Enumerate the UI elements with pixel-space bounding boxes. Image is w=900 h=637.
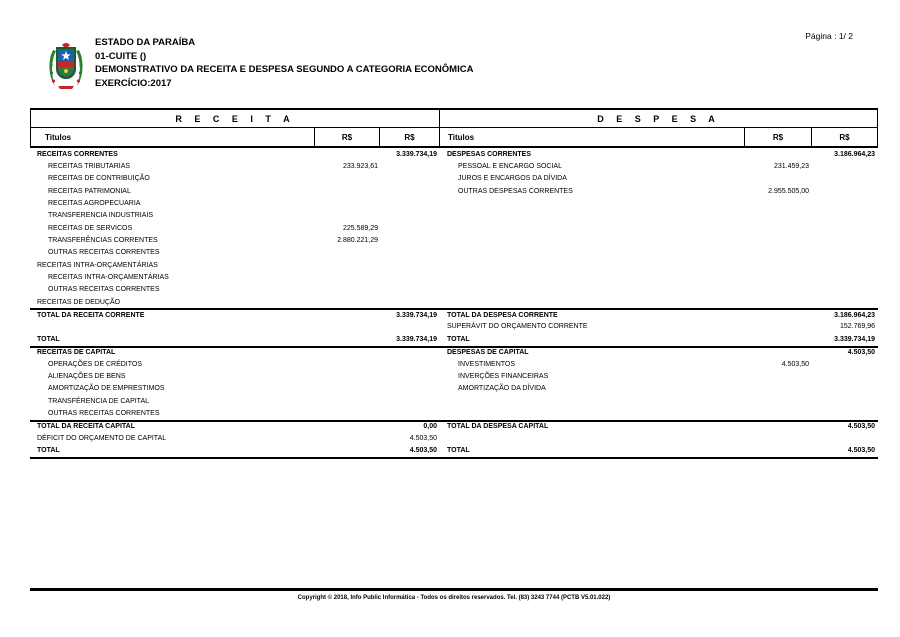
paraiba-coat-of-arms-logo — [46, 41, 86, 90]
receita-amount-col1-cell: 233.923,61 — [342, 163, 378, 171]
receita-title-cell: RECEITAS DE CONTRIBUIÇÃO — [48, 175, 150, 183]
receita-title-cell: RECEITAS DE SERVICOS — [48, 224, 133, 232]
table-row — [30, 432, 878, 444]
receita-title-cell: RECEITAS INTRA-ORÇAMENTÁRIAS — [37, 261, 158, 269]
table-row — [30, 173, 878, 185]
despesa-title-cell: PESSOAL E ENCARGO SOCIAL — [458, 163, 562, 171]
table-row — [30, 308, 878, 320]
report-header — [95, 36, 473, 90]
receita-amount-col2-cell: 4.503,50 — [409, 446, 437, 454]
receita-title-cell: RECEITAS INTRA-ORÇAMENTÁRIAS — [48, 274, 169, 282]
table-row — [30, 210, 878, 222]
despesa-section-header: D E S P E S A — [440, 110, 878, 127]
receita-title-cell: OUTRAS RECEITAS CORRENTES — [48, 409, 160, 417]
table-row — [30, 247, 878, 259]
despesa-amount-col2-cell: 3.339.734,19 — [834, 335, 875, 343]
despesa-titles-column-header: Titulos — [440, 128, 745, 146]
despesa-title-cell: INVESTIMENTOS — [458, 360, 516, 368]
receita-amount-col2-cell: 3.339.734,19 — [396, 150, 437, 158]
receita-title-cell: TOTAL — [37, 335, 60, 343]
table-row — [30, 259, 878, 271]
despesa-title-cell: DESPESAS DE CAPITAL — [447, 349, 529, 357]
receita-amount-col2-cell: 3.339.734,19 — [396, 335, 437, 343]
receita-title-cell: TRANSFÉRENCIA DE CAPITAL — [48, 397, 150, 405]
despesa-amount-col1-cell: 4.503,50 — [781, 360, 809, 368]
receita-title-cell: TOTAL DA RECEITA CAPITAL — [37, 423, 135, 431]
receita-currency2-column-header: R$ — [380, 128, 440, 146]
despesa-amount-col2-cell: 4.503,50 — [847, 446, 875, 454]
despesa-title-cell: TOTAL DA DESPESA CAPITAL — [447, 423, 549, 431]
receita-amount-col1-cell: 2.880.221,29 — [337, 237, 378, 245]
receita-title-cell: OUTRAS RECEITAS CORRENTES — [48, 286, 160, 294]
despesa-title-cell: JUROS E ENCARGOS DA DÍVIDA — [458, 175, 567, 183]
despesa-amount-col2-cell: 4.503,50 — [847, 423, 875, 431]
receita-currency1-column-header: R$ — [315, 128, 380, 146]
despesa-title-cell: INVERÇÕES FINANCEIRAS — [458, 372, 549, 380]
receita-title-cell: RECEITAS CORRENTES — [37, 150, 118, 158]
table-row — [30, 444, 878, 456]
table-row — [30, 420, 878, 432]
table-bottom-rule — [30, 457, 878, 459]
receita-title-cell: OUTRAS RECEITAS CORRENTES — [48, 249, 160, 257]
despesa-title-cell: SUPERÁVIT DO ORÇAMENTO CORRENTE — [447, 323, 588, 331]
receita-title-cell: RECEITAS DE DEDUÇÃO — [37, 298, 121, 306]
table-row — [30, 160, 878, 172]
receita-amount-col2-cell: 0,00 — [423, 423, 437, 431]
receita-title-cell: RECEITAS DE CAPITAL — [37, 349, 116, 357]
table-section-header-row — [30, 108, 878, 128]
receita-title-cell: TOTAL DA RECEITA CORRENTE — [37, 312, 145, 320]
receita-title-cell: DÉFICIT DO ORÇAMENTO DE CAPITAL — [37, 434, 167, 442]
receita-section-header: R E C E I T A — [30, 110, 440, 127]
report-title: DEMONSTRATIVO DA RECEITA E DESPESA SEGUNDO A CATEGORIA ECONÔMICA — [95, 64, 474, 75]
table-row — [30, 346, 878, 358]
page-number: Página : 1/ 2 — [805, 31, 853, 41]
despesa-title-cell: DESPESAS CORRENTES — [447, 150, 532, 158]
despesa-currency2-column-header: R$ — [812, 128, 878, 146]
receita-title-cell: AMORTIZAÇÃO DE EMPRESTIMOS — [48, 385, 165, 393]
table-row — [30, 296, 878, 308]
table-row — [30, 321, 878, 333]
despesa-title-cell: AMORTIZAÇÃO DA DÍVIDA — [458, 385, 546, 393]
despesa-amount-col2-cell: 152.769,96 — [839, 323, 875, 331]
despesa-title-cell: TOTAL — [447, 335, 470, 343]
table-row — [30, 148, 878, 160]
table-row — [30, 234, 878, 246]
table-row — [30, 222, 878, 234]
table-row — [30, 284, 878, 296]
despesa-amount-col1-cell: 231.459,23 — [773, 163, 809, 171]
despesa-title-cell: OUTRAS DESPESAS CORRENTES — [458, 187, 573, 195]
table-row — [30, 197, 878, 209]
receita-amount-col2-cell: 4.503,50 — [409, 434, 437, 442]
despesa-currency1-column-header: R$ — [745, 128, 812, 146]
footer-copyright: Copyright © 2018, Info Public Informática - Todos os direitos reservados. Tel. (83) 3243 7744 (PCTB V5.01.022) — [297, 595, 611, 601]
table-row — [30, 395, 878, 407]
receita-title-cell: TRANSFERENCIA INDUSTRIAIS — [48, 212, 154, 220]
footer-divider — [30, 588, 878, 591]
entity-name: 01-CUITE () — [95, 50, 147, 62]
receita-title-cell: ALIENAÇÕES DE BENS — [48, 372, 126, 380]
receita-title-cell: RECEITAS TRIBUTARIAS — [48, 163, 131, 171]
despesa-amount-col2-cell: 3.186.964,23 — [834, 150, 875, 158]
receita-title-cell: RECEITAS PATRIMONIAL — [48, 187, 131, 195]
despesa-title-cell: TOTAL — [447, 446, 470, 454]
table-row — [30, 407, 878, 419]
table-body — [30, 148, 878, 457]
receita-amount-col2-cell: 3.339.734,19 — [396, 312, 437, 320]
exercise-year: EXERCÍCIO:2017 — [95, 77, 172, 89]
receita-amount-col1-cell: 225.589,29 — [342, 224, 378, 232]
receita-title-cell: TRANSFERÊNCIAS CORRENTES — [48, 237, 158, 245]
receita-title-cell: OPERAÇÕES DE CRÉDITOS — [48, 360, 143, 368]
table-row — [30, 358, 878, 370]
table-row — [30, 271, 878, 283]
despesa-amount-col2-cell: 4.503,50 — [847, 349, 875, 357]
despesa-amount-col2-cell: 3.186.964,23 — [834, 312, 875, 320]
receita-title-cell: RECEITAS AGROPECUARIA — [48, 200, 141, 208]
despesa-title-cell: TOTAL DA DESPESA CORRENTE — [447, 312, 558, 320]
org-name: ESTADO DA PARAÍBA — [95, 37, 196, 48]
table-column-header-row — [30, 128, 878, 148]
receita-titles-column-header: Titulos — [30, 128, 315, 146]
budget-table — [30, 108, 878, 459]
table-row — [30, 333, 878, 345]
receita-title-cell: TOTAL — [37, 446, 60, 454]
despesa-amount-col1-cell: 2.955.505,00 — [768, 187, 809, 195]
table-row — [30, 370, 878, 382]
table-row — [30, 383, 878, 395]
table-row — [30, 185, 878, 197]
